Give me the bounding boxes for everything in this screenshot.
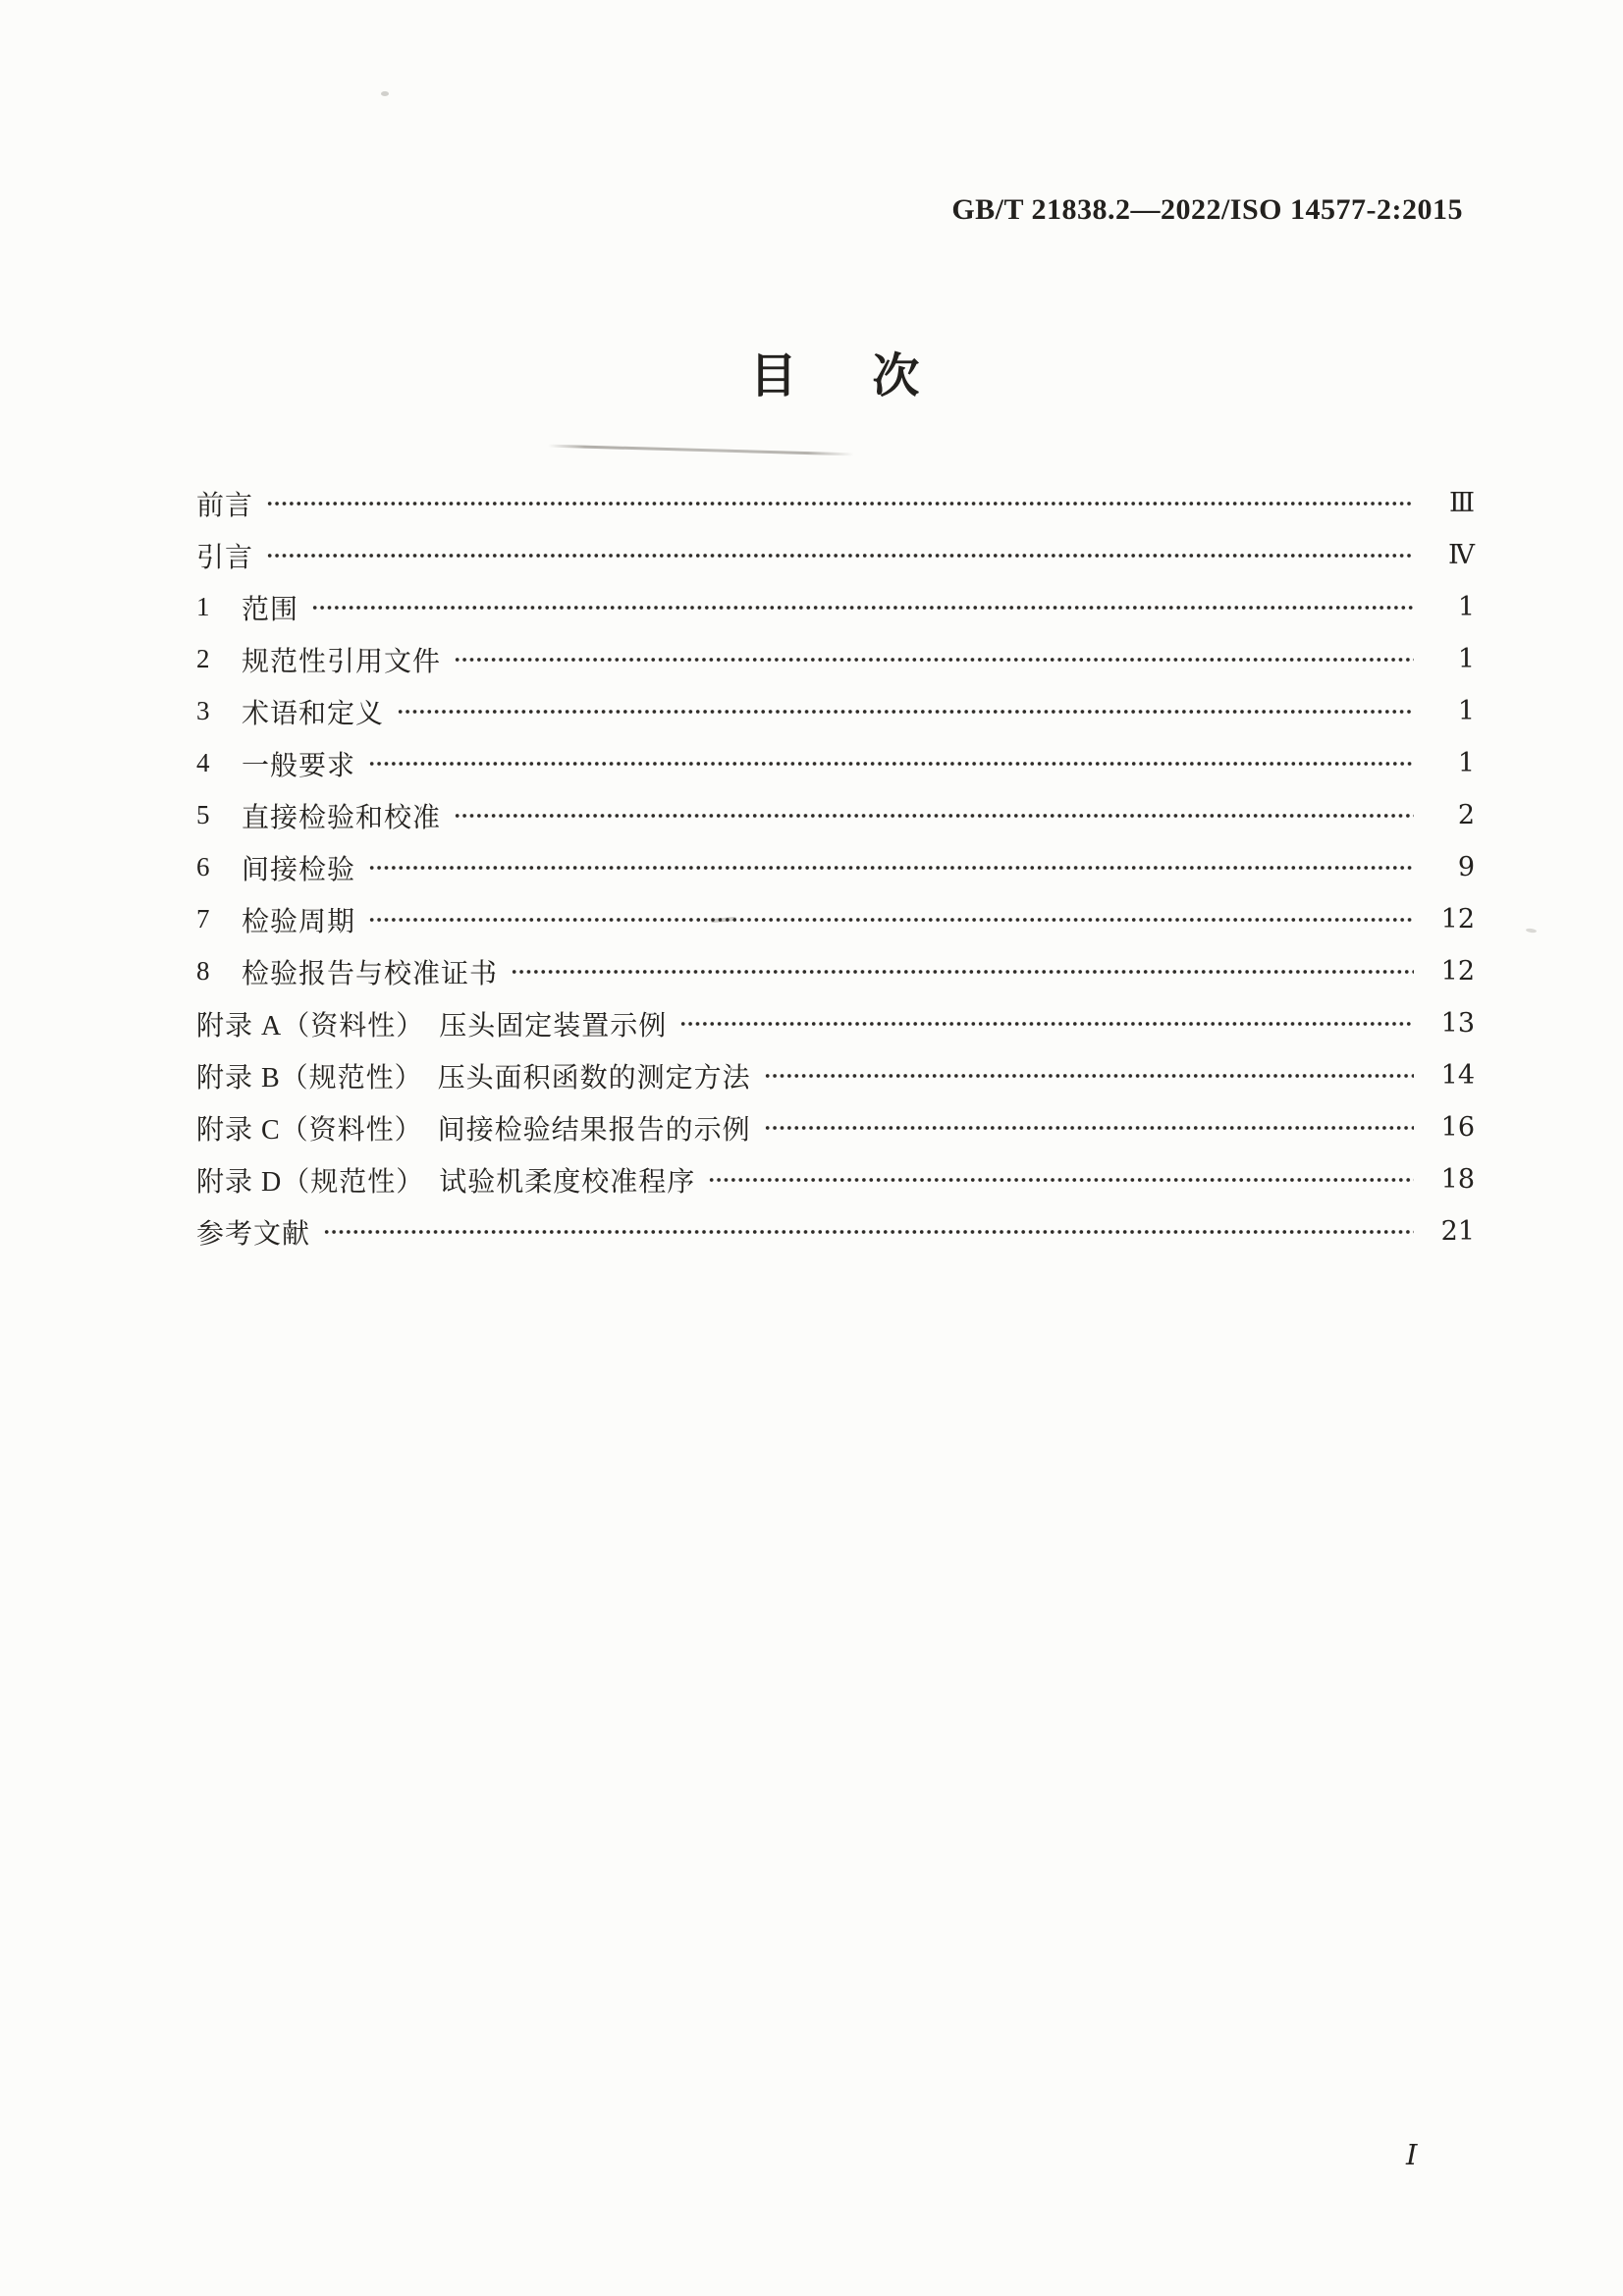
toc-entry-label: 附录 C（资料性） 间接检验结果报告的示例 [196,1114,751,1146]
toc-page-number: 2 [1457,800,1475,830]
scan-artifact-speck [381,91,389,96]
page-title: 目次 [749,350,996,402]
toc-dot-leader [368,893,1414,945]
toc-row [196,633,1475,685]
toc-page-number: 1 [1457,748,1475,778]
toc-page-number: 1 [1457,644,1475,674]
toc-row [196,685,1475,737]
toc-dot-leader [368,841,1414,893]
toc-dot-leader [454,789,1414,841]
toc-page-number: 12 [1440,956,1475,987]
toc-page-number: Ⅲ [1448,488,1475,518]
toc-page-number: 12 [1440,904,1475,934]
toc-row [196,529,1475,581]
toc-row [196,1153,1475,1205]
toc-row [196,1101,1475,1153]
toc-page-number: 16 [1440,1112,1475,1143]
toc-entry-number: 8 [196,956,210,986]
toc-page-number: 13 [1440,1008,1475,1039]
toc-row [196,945,1475,997]
scan-artifact-line [548,445,854,456]
toc-entry-label: 检验报告与校准证书 [242,958,499,989]
toc-dot-leader [764,1101,1414,1153]
toc-page-number: 21 [1440,1216,1475,1247]
toc-entry-label: 直接检验和校准 [242,802,442,833]
toc-dot-leader [311,581,1414,633]
toc-entry-label: 一般要求 [242,750,356,781]
toc-entry-label: 间接检验 [242,854,356,885]
toc-entry-label: 前言 [196,490,254,521]
toc-entry-number: 7 [196,904,210,934]
toc-entry-label: 附录 A（资料性） 压头固定装置示例 [196,1010,668,1041]
toc-dot-leader [266,529,1414,581]
standard-number-header: GB/T 21838.2—2022/ISO 14577-2:2015 [951,193,1463,226]
toc-page-number: 9 [1457,852,1475,882]
toc-dot-leader [679,997,1414,1049]
toc-entry-label: 引言 [196,542,254,573]
toc-dot-leader [368,737,1414,789]
toc-row [196,893,1475,945]
toc-row [196,789,1475,841]
toc-row [196,737,1475,789]
toc-entry-label: 附录 D（规范性） 试验机柔度校准程序 [196,1166,696,1198]
toc-page-number: Ⅳ [1448,540,1475,570]
toc-dot-leader [454,633,1414,685]
toc-page-number: 1 [1457,592,1475,622]
toc-row [196,1205,1475,1257]
toc-entry-number: 6 [196,852,210,881]
toc-entry-number: 3 [196,696,210,725]
toc-page-number: 14 [1440,1060,1475,1091]
toc-row [196,841,1475,893]
toc-entry-label: 范围 [242,594,299,625]
toc-page-number: 1 [1457,696,1475,726]
toc-row [196,1049,1475,1101]
toc-entry-number: 2 [196,644,210,673]
toc-row [196,997,1475,1049]
toc-dot-leader [266,477,1414,529]
toc-entry-number: 1 [196,592,210,621]
toc-dot-leader [708,1153,1414,1205]
toc-dot-leader [397,685,1414,737]
toc-dot-leader [323,1205,1414,1257]
toc-dot-leader [511,945,1414,997]
toc-row [196,581,1475,633]
folio-page-number: I [1406,2138,1418,2171]
toc-entry-label: 检验周期 [242,906,356,937]
toc-entry-label: 附录 B（规范性） 压头面积函数的测定方法 [196,1062,751,1094]
toc-entry-label: 术语和定义 [242,698,385,729]
scan-artifact-speck [1526,928,1537,933]
toc-entry-label: 参考文献 [196,1218,311,1250]
toc-page-number: 18 [1440,1164,1475,1195]
toc-row [196,477,1475,529]
table-of-contents [196,477,1475,1257]
toc-entry-number: 4 [196,748,210,777]
toc-entry-number: 5 [196,800,210,829]
toc-dot-leader [764,1049,1414,1101]
toc-entry-label: 规范性引用文件 [242,646,442,677]
